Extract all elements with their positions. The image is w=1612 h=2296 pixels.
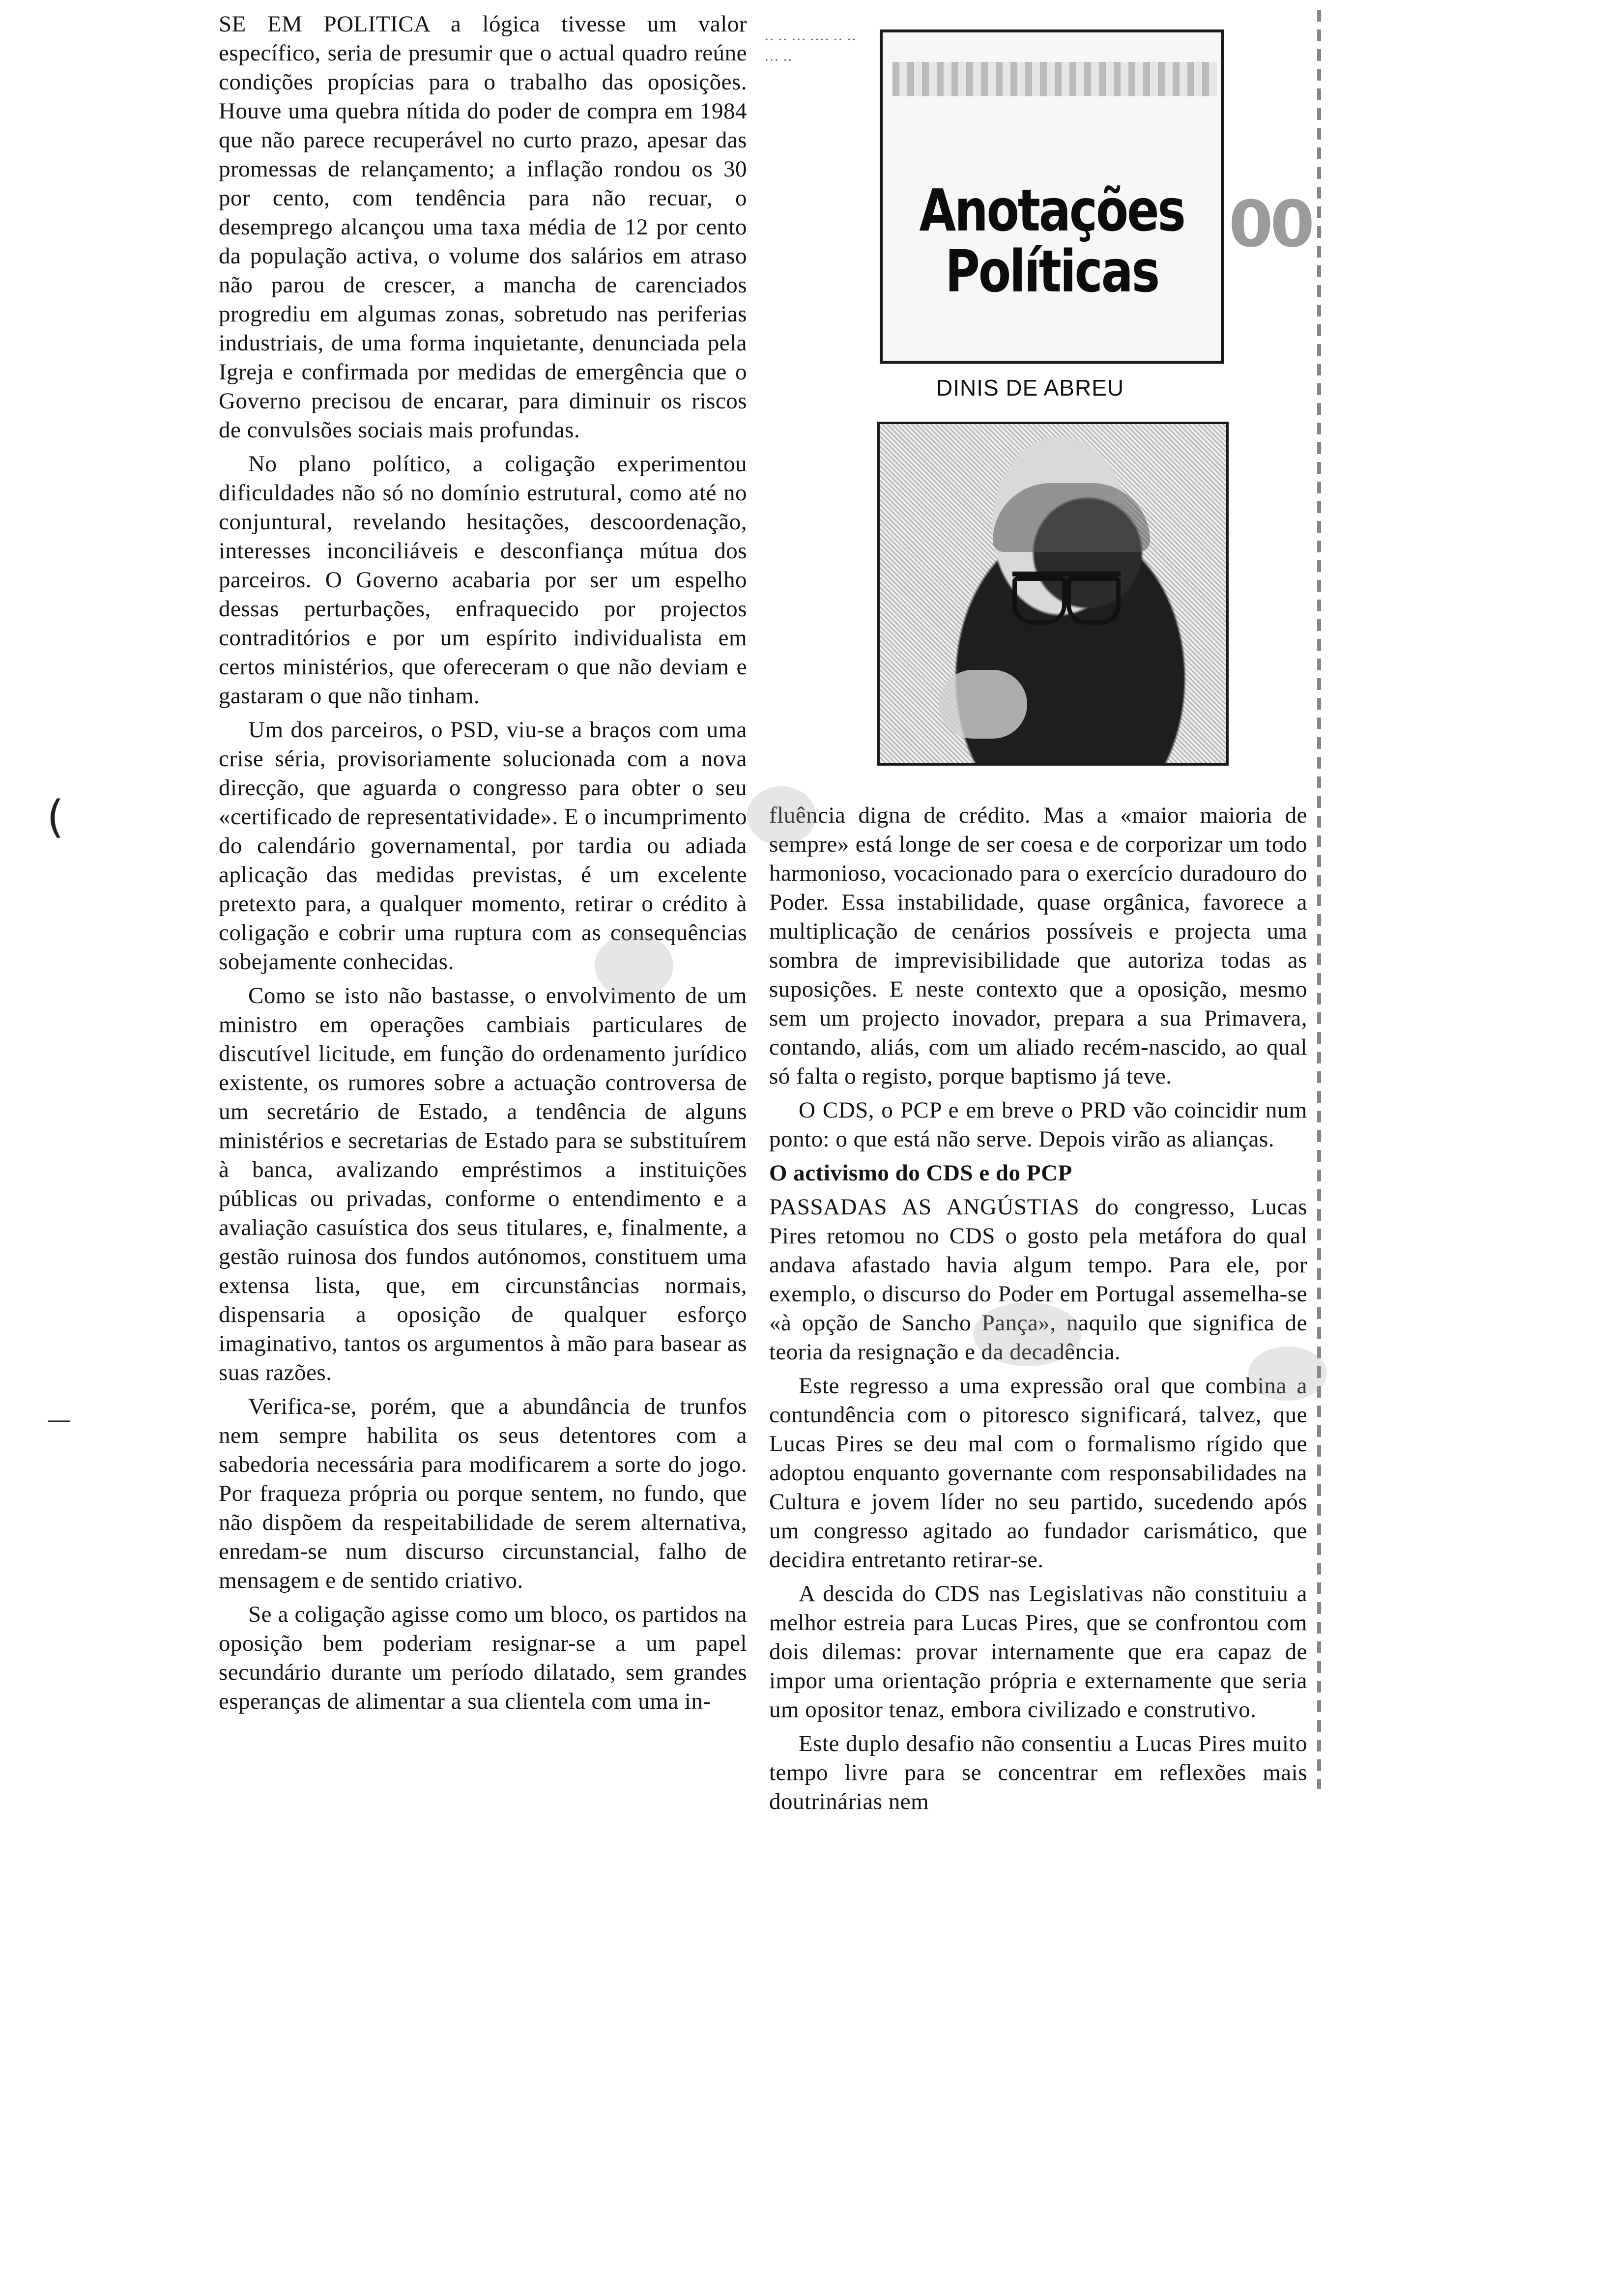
portrait-glasses [1012, 572, 1121, 611]
bleed-through-strip [764, 29, 870, 71]
article-subheading: O activismo do CDS e do PCP [769, 1160, 1072, 1186]
article-paragraph: O CDS, o PCP e em breve o PRD vão coincidir num ponto: o que está não serve. Depois virão as alianças. [769, 1097, 1307, 1152]
article-column-left [219, 10, 747, 1721]
header-texture [892, 62, 1217, 96]
photocopy-smudge [973, 1302, 1081, 1366]
article-paragraph: Este regresso a uma expressão oral que combina a contundência com o pitoresco significará, talvez, que Lucas Pires se deu mal com o formalismo rígido que adoptou enquanto governante com responsabilidades na Cultura e jovem líder no seu partido, sucedendo após um congresso agitado ao fundador carismático, que decidira entretanto retirar-se. [769, 1373, 1307, 1573]
article-paragraph: A descida do CDS nas Legislativas não constituiu a melhor estreia para Lucas Pires, que se confrontou com dois dilemas: provar internamente que era capaz de impor uma orientação própria e externamente que seria um opositor tenaz, embora civilizado e construtivo. [769, 1581, 1307, 1722]
article-paragraph: PASSADAS AS ANGÚSTIAS do congresso, Lucas Pires retomou no CDS o gosto pela metáfora do qual andava afastado havia algum tempo. Para ele, por exemplo, o discurso do Poder em Portugal assemelha-se «à opção de Sancho Pança», naquilo que significa de teoria da resignação e da decadência. [769, 1194, 1307, 1365]
article-paragraph: SE EM POLITICA a lógica tivesse um valor específico, seria de presumir que o actual quadro reúne condições propícias para o trabalho das oposições. Houve uma quebra nítida do poder de compra em 1984 que não parece recuperável no curto prazo, apesar das promessas de relançamento; a inflação rondou os 30 por cento, com tendência para não recuar, o desemprego alcançou uma taxa média de 12 por cento da população activa, o volume dos salários em atraso não parou de crescer, a mancha de carenciados progrediu em algumas zonas, sobretudo nas periferias industriais, de uma forma inquietante, denunciada pela Igreja e confirmada por medidas de emergência que o Governo precisou de encarar, para diminuir os riscos de convulsões sociais mais profundas. [219, 11, 747, 443]
article-paragraph: Se a coligação agisse como um bloco, os partidos na oposição bem poderiam resignar-se a um papel secundário durante um período dilatado, sem grandes esperanças de alimentar a sua clientela com uma in- [219, 1602, 747, 1714]
photocopy-smudge [595, 934, 673, 998]
column-title: Anotações Políticas [919, 176, 1184, 305]
author-portrait-photo [877, 422, 1229, 766]
bleed-through-digits: 00 [1229, 187, 1312, 261]
margin-bracket-mark: ( [47, 791, 64, 843]
margin-dash-mark: — [47, 1406, 71, 1434]
bleed-through-text: ·· ·· ··· ···· ·· ·· ··· ·· [764, 31, 857, 68]
torn-edge [1317, 10, 1321, 1789]
article-paragraph: Este duplo desafio não consentiu a Lucas Pires muito tempo livre para se concentrar em reflexões mais doutrinárias nem [769, 1731, 1307, 1814]
portrait-hand [939, 670, 1027, 739]
column-header-box [880, 29, 1224, 364]
portrait-hair [993, 483, 1150, 552]
article-paragraph: No plano político, a coligação experimentou dificuldades não só no domínio estrutural, como até no conjuntural, revelando hesitações, descoordenação, interesses inconciliáveis e desconfiança mútua dos parceiros. O Governo acabaria por ser um espelho dessas perturbações, enfraquecido por projectos contraditórios e por um espírito individualista em certos ministérios, que ofereceram o que não deviam e gastaram o que não tinham. [219, 451, 747, 709]
photocopy-smudge [1248, 1347, 1327, 1401]
article-paragraph: Verifica-se, porém, que a abundância de trunfos nem sempre habilita os seus detentores com a sabedoria necessária para modificarem a sorte do jogo. Por fraqueza própria ou porque sentem, no fundo, que não dispõem da respeitabilidade de serem alternativa, enredam-se num discurso circunstancial, falho de mensagem e de sentido criativo. [219, 1394, 747, 1593]
article-paragraph: fluência digna de crédito. Mas a «maior maioria de sempre» está longe de ser coesa e de corporizar um todo harmonioso, vocacionado para o exercício duradouro do Poder. Essa instabilidade, quase orgânica, favorece a multiplicação de cenários possíveis e projecta uma sombra de imprevisibilidade que autoriza todas as suposições. E neste contexto que a oposição, mesmo sem um projecto inovador, prepara a sua Primavera, contando, aliás, com um aliado recém-nascido, ao qual só falta o registo, porque baptismo já teve. [769, 803, 1307, 1089]
photocopy-smudge [747, 786, 816, 845]
article-paragraph: Como se isto não bastasse, o envolvimento de um ministro em operações cambiais particulares de discutível licitude, em função do ordenamento jurídico existente, os rumores sobre a actuação controversa de um secretário de Estado, a tendência de alguns ministérios e secretarias de Estado para se substituírem à banca, avalizando empréstimos a instituições públicas ou privadas, conforme o entendimento e a avaliação casuística dos seus titulares, e, finalmente, a gestão ruinosa dos fundos autónomos, constituem uma extensa lista, que, em circunstâncias normais, dispensaria a oposição de qualquer esforço imaginativo, tantos os argumentos à mão para basear as suas razões. [219, 983, 747, 1385]
author-byline: DINIS DE ABREU [936, 375, 1124, 401]
article-paragraph: Um dos parceiros, o PSD, viu-se a braços com uma crise séria, provisoriamente solucionada com a nova direcção, que aguarda o congresso para obter o seu «certificado de representatividade». E o incumprimento do calendário governamental, por tardia ou adiada aplicação das medidas previstas, é um excelente pretexto para, a qualquer momento, retirar o crédito à coligação e cobrir uma ruptura com as consequências sobejamente conhecidas. [219, 717, 747, 975]
